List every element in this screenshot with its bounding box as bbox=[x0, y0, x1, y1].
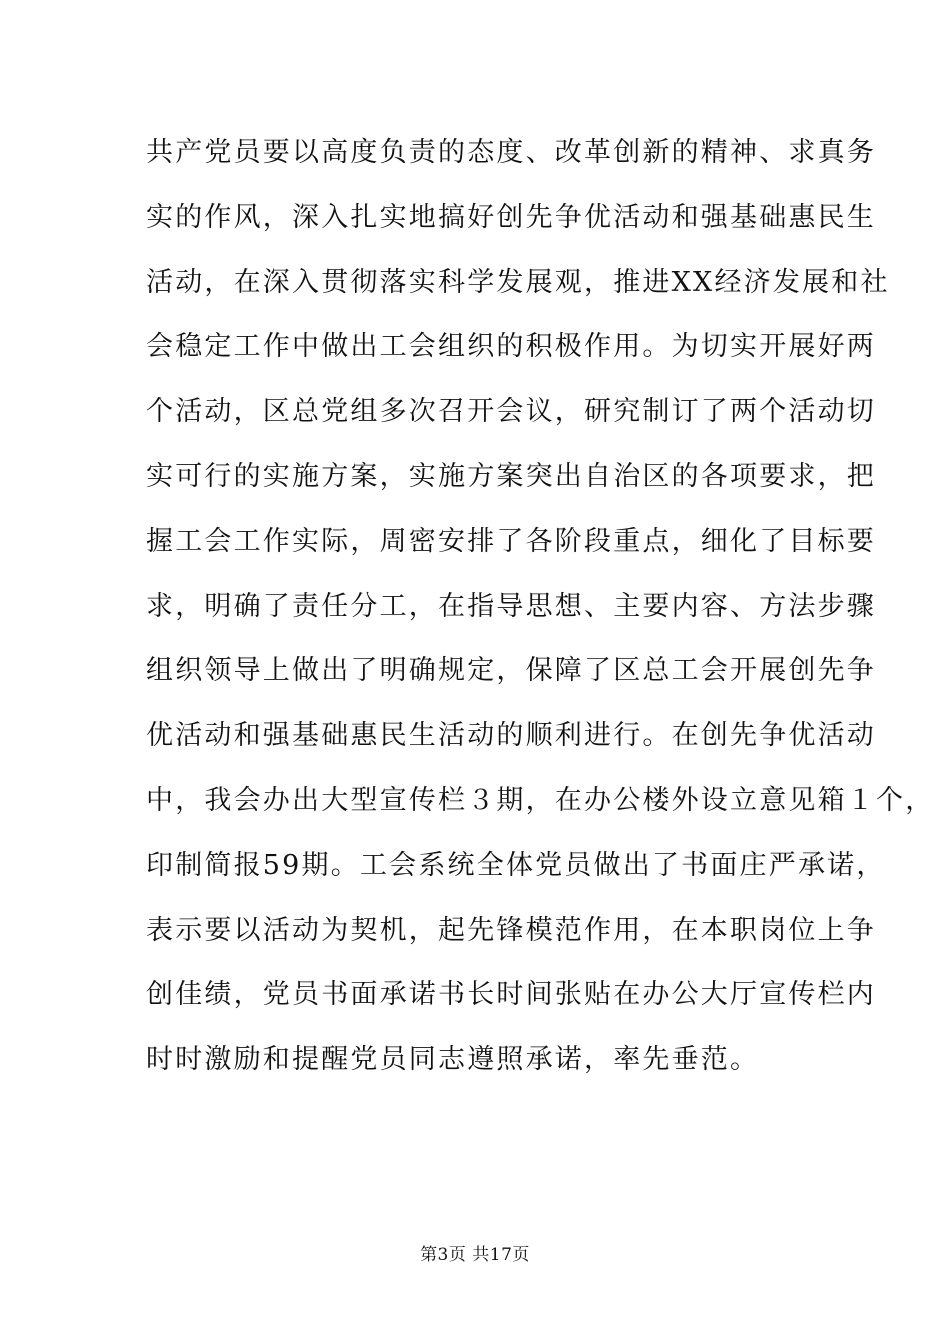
paragraph-line-4: 会稳定工作中做出工会组织的积极作用。为切实开展好两 bbox=[146, 331, 876, 363]
paragraph-line-8: 求，明确了责任分工，在指导思想、主要内容、方法步骤 bbox=[146, 590, 876, 622]
paragraph-line-3: 活动，在深入贯彻落实科学发展观，推进XX经济发展和社 bbox=[146, 266, 890, 298]
page-number-footer: 第3页 共17页 bbox=[420, 1245, 530, 1265]
body-paragraph bbox=[146, 126, 935, 1098]
paragraph-line-13: 表示要以活动为契机，起先锋模范作用，在本职岗位上争 bbox=[146, 914, 876, 946]
paragraph-line-12: 印制简报59期。工会系统全体党员做出了书面庄严承诺， bbox=[146, 849, 886, 881]
paragraph-line-1: 共产党员要以高度负责的态度、改革创新的精神、求真务 bbox=[146, 137, 876, 168]
paragraph-line-2: 实的作风，深入扎实地搞好创先争优活动和强基础惠民生 bbox=[146, 201, 876, 233]
paragraph-line-15: 时时激励和提醒党员同志遵照承诺，率先垂范。 bbox=[146, 1044, 760, 1076]
paragraph-line-10: 优活动和强基础惠民生活动的顺利进行。在创先争优活动 bbox=[146, 720, 876, 752]
paragraph-line-7: 握工会工作实际，周密安排了各阶段重点，细化了目标要 bbox=[146, 525, 876, 557]
paragraph-line-6: 实可行的实施方案，实施方案突出自治区的各项要求，把 bbox=[146, 460, 876, 492]
paragraph-line-11: 中，我会办出大型宣传栏３期，在办公楼外设立意见箱１个， bbox=[146, 784, 935, 816]
paragraph-line-14: 创佳绩，党员书面承诺书长时间张贴在办公大厅宣传栏内 bbox=[146, 979, 876, 1011]
paragraph-line-5: 个活动，区总党组多次召开会议，研究制订了两个活动切 bbox=[146, 396, 876, 428]
paragraph-line-9: 组织领导上做出了明确规定，保障了区总工会开展创先争 bbox=[146, 655, 876, 687]
